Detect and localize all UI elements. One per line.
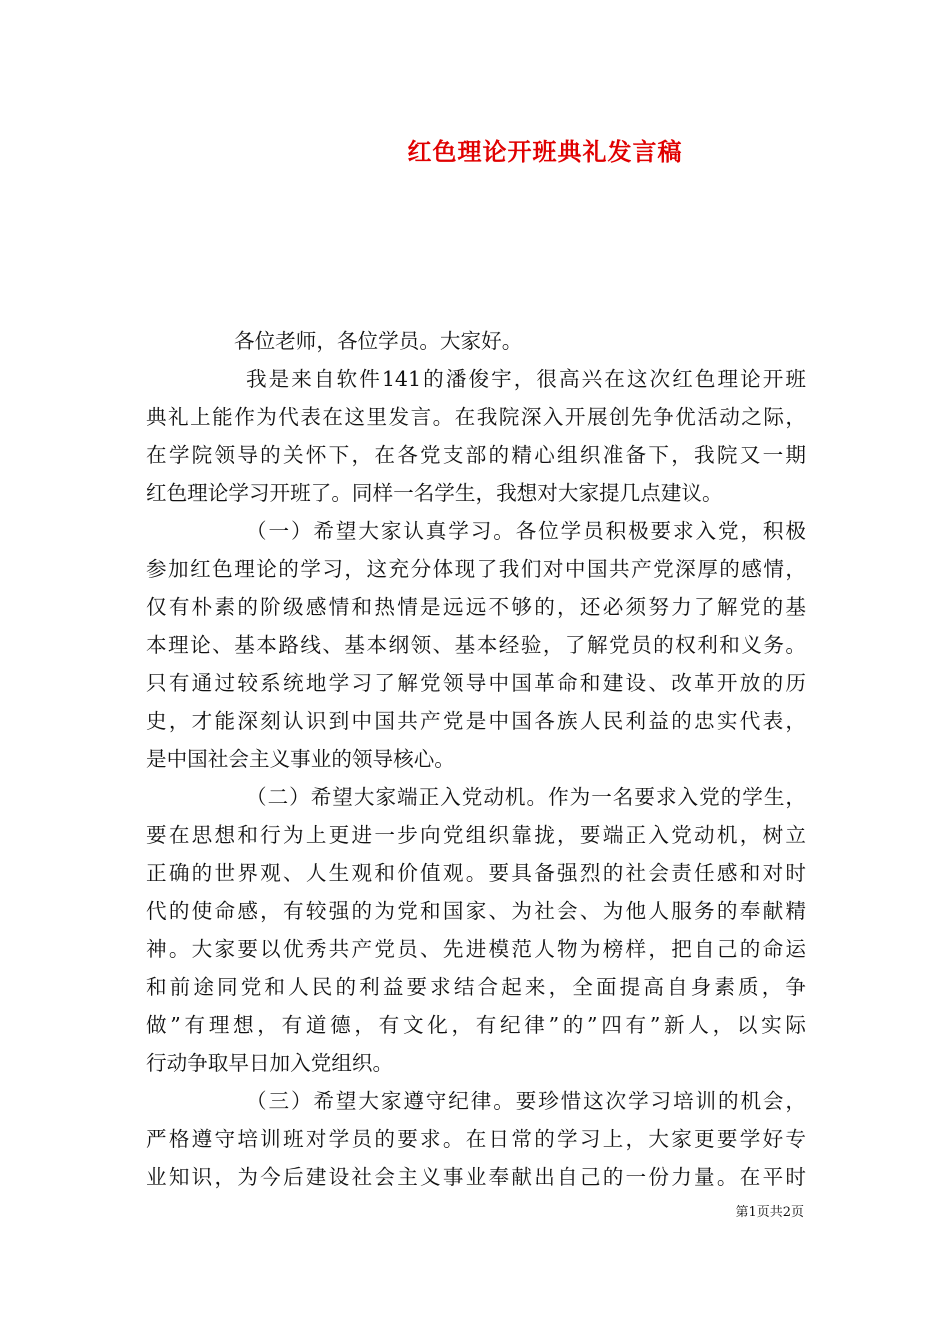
text-line: 典礼上能作为代表在这里发言。在我院深入开展创先争优活动之际， <box>146 405 806 429</box>
text-line: （二）希望大家端正入党动机。作为一名要求入党的学生， <box>246 785 806 809</box>
text-line: 正确的世界观、人生观和价值观。要具备强烈的社会责任感和对时 <box>146 861 806 885</box>
text-line: 我是来自软件141的潘俊宇，很高兴在这次红色理论开班 <box>246 367 806 391</box>
text-line: 只有通过较系统地学习了解党领导中国革命和建设、改革开放的历 <box>146 671 806 695</box>
text-line: 神。大家要以优秀共产党员、先进模范人物为榜样，把自己的命运 <box>146 937 806 961</box>
text-line: 业知识，为今后建设社会主义事业奉献出自己的一份力量。在平时 <box>146 1165 806 1189</box>
text-line: 参加红色理论的学习，这充分体现了我们对中国共产党深厚的感情， <box>146 557 806 581</box>
text-line: 行动争取早日加入党组织。 <box>146 1051 394 1075</box>
text-line: 红色理论学习开班了。同样一名学生，我想对大家提几点建议。 <box>146 481 723 505</box>
text-line: 是中国社会主义事业的领导核心。 <box>146 747 455 771</box>
text-line: （一）希望大家认真学习。各位学员积极要求入党，积极 <box>246 519 806 543</box>
page-number: 第1页共2页 <box>735 1205 804 1220</box>
document-body <box>146 322 806 1196</box>
text-line: 史，才能深刻认识到中国共产党是中国各族人民利益的忠实代表， <box>146 709 806 733</box>
text-line: （三）希望大家遵守纪律。要珍惜这次学习培训的机会， <box>246 1089 806 1113</box>
text-line: 在学院领导的关怀下，在各党支部的精心组织准备下，我院又一期 <box>146 443 806 467</box>
text-line: 各位老师，各位学员。大家好。 <box>234 329 523 353</box>
text-line: 和前途同党和人民的利益要求结合起来，全面提高自身素质，争 <box>146 975 806 999</box>
text-line: 做”有理想，有道德，有文化，有纪律”的”四有”新人，以实际 <box>146 1013 806 1037</box>
text-line: 代的使命感，有较强的为党和国家、为社会、为他人服务的奉献精 <box>146 899 806 923</box>
document-title: 红色理论开班典礼发言稿 <box>407 137 683 166</box>
text-line: 仅有朴素的阶级感情和热情是远远不够的，还必须努力了解党的基 <box>146 595 806 619</box>
text-line: 严格遵守培训班对学员的要求。在日常的学习上，大家更要学好专 <box>146 1127 806 1151</box>
text-line: 要在思想和行为上更进一步向党组织靠拢，要端正入党动机，树立 <box>146 823 806 847</box>
text-line: 本理论、基本路线、基本纲领、基本经验，了解党员的权利和义务。 <box>146 633 806 657</box>
